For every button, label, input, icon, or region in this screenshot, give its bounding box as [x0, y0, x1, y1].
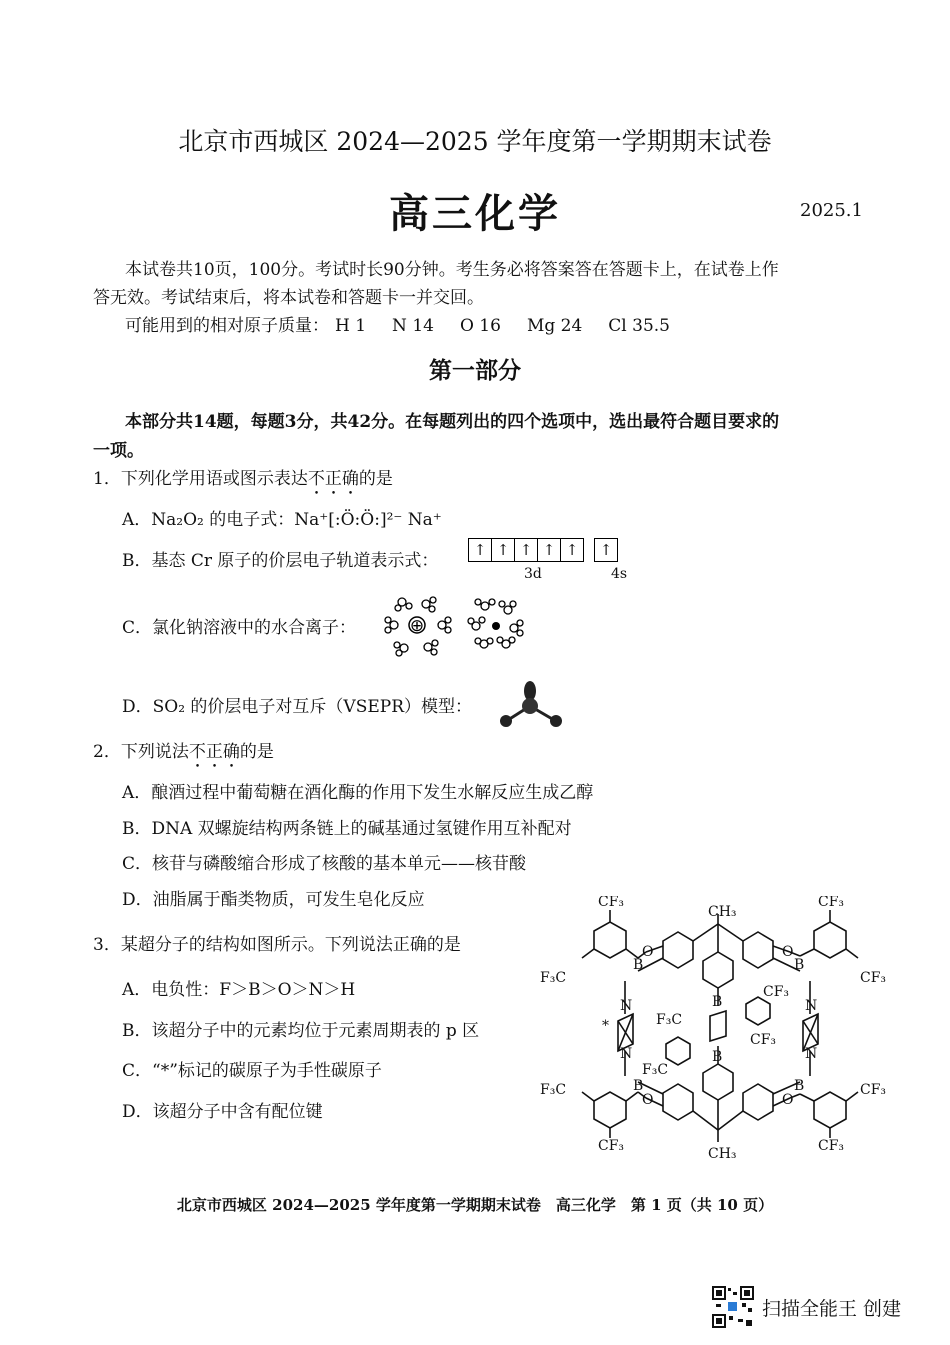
boron-label: B — [712, 1049, 723, 1065]
q3-option-a: A．电负性：F＞B＞O＞N＞H — [122, 980, 356, 1000]
q2-option-d: D．油脂属于酯类物质，可发生皂化反应 — [122, 890, 425, 910]
oxygen-label: O — [782, 944, 794, 960]
ch3-label: CH₃ — [708, 904, 737, 920]
q2-option-c: C．核苷与磷酸缩合形成了核酸的基本单元——核苷酸 — [122, 854, 527, 874]
q1-a-o2: Ö — [360, 510, 375, 530]
mass-cl: Cl 35.5 — [608, 316, 670, 336]
q2-stem — [93, 738, 274, 772]
q1-stem-b: 的是 — [358, 469, 393, 489]
cf3-label: CF₃ — [598, 1138, 625, 1154]
boron-label: B — [794, 1078, 805, 1094]
q3-option-c: C．“*”标记的碳原子为手性碳原子 — [122, 1061, 382, 1081]
ch3-label: CH₃ — [708, 1146, 737, 1162]
benzene-ring — [743, 932, 773, 968]
nitrogen-label: N — [805, 998, 818, 1014]
benzene-ring — [594, 922, 626, 958]
benzene-ring — [814, 1092, 846, 1128]
orbital-3d-4: ↑ — [538, 539, 561, 561]
water-molecule — [475, 638, 493, 648]
cf3-label: CF₃ — [598, 896, 625, 910]
orbital-4s-label: 4s — [611, 566, 628, 582]
orbital-diagram — [468, 538, 618, 562]
benzene-ring — [663, 932, 693, 968]
water-molecule — [438, 617, 451, 633]
cf3-label: CF₃ — [750, 1032, 777, 1048]
q1-a-colon: : — [354, 510, 361, 530]
q1-a-o1: Ö — [340, 510, 355, 530]
vsepr-model-figure — [496, 680, 566, 728]
water-molecule — [422, 597, 436, 612]
water-molecule — [394, 642, 408, 656]
benzene-ring — [594, 1092, 626, 1128]
mass-h: H 1 — [335, 316, 367, 336]
nitrogen-label: N — [620, 998, 633, 1014]
q2-stem-emphasis: 不正确 — [188, 742, 240, 762]
exam-date: 2025.1 — [800, 200, 863, 221]
oxygen-atom — [550, 715, 562, 727]
q1-option-a — [122, 505, 442, 530]
page-footer: 北京市西城区 2024—2025 学年度第一学期期末试卷 高三化学 第 1 页（共 10 页） — [176, 1196, 774, 1214]
orbital-4s: ↑ — [594, 538, 618, 562]
f3c-label: F₃C — [540, 1082, 567, 1098]
q3-option-b: B．该超分子中的元素均位于元素周期表的 p 区 — [122, 1021, 480, 1041]
f3c-label: F₃C — [642, 1062, 669, 1078]
f3c-label: F₃C — [540, 970, 567, 986]
water-molecule — [424, 640, 438, 655]
oxygen-label: O — [642, 1092, 654, 1108]
water-molecule — [468, 617, 485, 630]
water-molecule — [395, 598, 412, 611]
sulfur-atom — [522, 698, 538, 714]
q1-option-d: D．SO₂ 的价层电子对互斥（VSEPR）模型： — [122, 697, 473, 717]
masses-label: 可能用到的相对原子质量： — [125, 316, 329, 336]
q1-option-b: B．基态 Cr 原子的价层电子轨道表示式： — [122, 551, 439, 571]
nitrogen-label: N — [620, 1046, 633, 1062]
benzene-ring — [814, 922, 846, 958]
section-desc-2: 一项。 — [93, 441, 144, 461]
q1-a-formula-right: :]²⁻ Na⁺ — [374, 510, 442, 530]
qr-code-icon — [712, 1286, 754, 1328]
mass-n: N 14 — [392, 316, 434, 336]
water-molecule — [385, 617, 398, 633]
supramolecule-structure — [538, 896, 900, 1166]
oxygen-label: O — [642, 944, 654, 960]
exam-header: 北京市西城区 2024—2025 学年度第一学期期末试卷 — [178, 127, 772, 156]
q1-stem — [93, 465, 393, 499]
mass-o: O 16 — [459, 316, 501, 336]
benzene-ring — [666, 1037, 690, 1065]
intro-line-2: 答无效。考试结束后，将本试卷和答题卡一并交回。 — [93, 288, 484, 308]
boron-label: B — [633, 1078, 644, 1094]
benzene-ring — [746, 997, 770, 1025]
orbital-3d-box — [468, 538, 584, 562]
q3-option-d: D．该超分子中含有配位键 — [122, 1102, 323, 1122]
q1-stem-emphasis: 不正确 — [307, 469, 359, 489]
benzene-ring — [703, 952, 733, 988]
orbital-3d-2: ↑ — [492, 539, 515, 561]
q3-stem: 3．某超分子的结构如图所示。下列说法正确的是 — [93, 935, 461, 955]
water-molecule — [510, 620, 523, 636]
intro-line-1: 本试卷共10页，100分。考试时长90分钟。考生务必将答案答在答题卡上，在试卷上作 — [125, 260, 779, 280]
q1-stem-a: 1．下列化学用语或图示表达 — [93, 469, 308, 489]
benzene-ring — [743, 1084, 773, 1120]
hydrated-ions-figure — [380, 592, 530, 658]
q2-option-a: A．酿酒过程中葡萄糖在酒化酶的作用下发生水解反应生成乙醇 — [122, 783, 594, 803]
boron-label: B — [633, 957, 644, 973]
chiral-mark: * — [602, 1018, 609, 1034]
cf3-label: CF₃ — [818, 1138, 845, 1154]
oxygen-label: O — [782, 1092, 794, 1108]
cf3-label: CF₃ — [860, 970, 887, 986]
atomic-masses — [125, 312, 670, 340]
f3c-label: F₃C — [656, 1012, 683, 1028]
chloride-ion — [492, 622, 500, 630]
cf3-label: CF₃ — [763, 984, 790, 1000]
water-molecule — [499, 601, 516, 614]
q1-option-c: C．氯化钠溶液中的水合离子： — [122, 618, 357, 638]
q1-a-label: A．Na₂O₂ 的电子式： — [122, 510, 295, 530]
q2-stem-b: 的是 — [239, 742, 274, 762]
section-title: 第一部分 — [429, 357, 521, 384]
q1-a-formula-left: Na⁺[: — [294, 510, 341, 530]
nitrogen-label: N — [805, 1046, 818, 1062]
orbital-3d-5: ↑ — [565, 541, 579, 559]
plus-sign: ⊕ — [409, 616, 425, 636]
benzene-ring — [663, 1084, 693, 1120]
boron-label: B — [712, 994, 723, 1010]
cf3-label: CF₃ — [818, 896, 845, 910]
q2-stem-a: 2．下列说法 — [93, 742, 189, 762]
benzene-ring — [703, 1064, 733, 1100]
orbital-3d-label: 3d — [524, 566, 542, 582]
mass-mg: Mg 24 — [526, 316, 583, 336]
section-desc-1: 本部分共14题，每题3分，共42分。在每题列出的四个选项中，选出最符合题目要求的 — [125, 412, 780, 432]
scanner-watermark: 扫描全能王 创建 — [762, 1298, 902, 1320]
subject-title: 高三化学 — [389, 190, 561, 237]
orbital-3d-3: ↑ — [515, 539, 538, 561]
water-molecule — [497, 637, 515, 648]
dabco-cage — [710, 1011, 726, 1041]
orbital-3d-1: ↑ — [469, 539, 492, 561]
water-molecule — [475, 599, 495, 610]
q2-option-b: B．DNA 双螺旋结构两条链上的碱基通过氢键作用互补配对 — [122, 819, 572, 839]
oxygen-atom — [500, 715, 512, 727]
cf3-label: CF₃ — [860, 1082, 887, 1098]
boron-label: B — [794, 957, 805, 973]
